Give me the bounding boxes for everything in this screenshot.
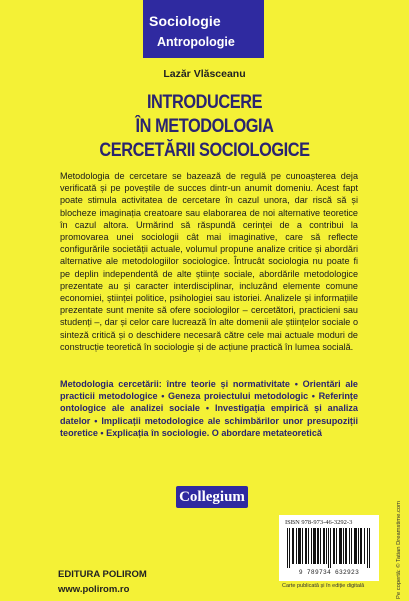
collegium-logo: Collegium: [176, 486, 248, 508]
isbn-number: ISBN 978-973-46-3292-3: [285, 519, 353, 526]
barcode-digits: 9 789734 632923: [298, 569, 360, 576]
title-line-3: CERCETĂRII SOCIOLOGICE: [99, 140, 310, 161]
cover-credit-text: Pe copertă: © Tatian Dreamstime.com: [396, 501, 402, 599]
barcode-icon: [287, 528, 371, 568]
book-description: Metodologia de cercetare se bazează de regulă pe cunoașterea deja verificată și pe poveștile de succes dintr-un anumit domeniu. Acest fapt poate stimula activitatea de cercetare în cazul unora, dar riscă să și blocheze imaginația creatoare sau elaborarea de noi alternative teoretice în cazul altora. Urmărind să răspundă cerinței de a contribui la promovarea unei sociologii cât mai imaginative, care să reflecte configurările societății actuale, volumul propune analize critice și abordări alternative ale metodologiilor sociologice. Întrucât sociologia nu poate fi pe deplin independentă de alte științe sociale, abordările metodologice prezentate au și caracter interdisciplinar, incluzând elemente comune economiei, științei politice, psihologiei sau istoriei. Analizele și informațiile prezentate sunt menite să ofere sociologilor – cercetători, practicieni sau studenți –, dar și celor care lucrează în alte domenii ale științelor sociale o sinteză critică și o deschidere necesară către cele mai actuale moduri de construcție teoretică în sociologie și de acțiune practică în lumea socială.: [60, 171, 358, 352]
isbn-barcode: [279, 515, 379, 581]
cover-credit: [396, 479, 404, 599]
publisher-name: EDITURA POLIROM: [58, 569, 147, 580]
table-of-contents-keywords: Metodologia cercetării: între teorie și normativitate • Orientări ale practicii metodologice • Geneza proiectului metodologic • Referințe ontologice ale analizei sociale • Investigația empirică și analiza datelor • Implicații metodologice ale schimbărilor unor presupoziții teoretice • Explicația în sociologie. O abordare metateoretică: [60, 379, 358, 438]
series-badge: [143, 0, 264, 58]
book-title: [0, 91, 409, 163]
title-line-2: ÎN METODOLOGIA: [135, 116, 274, 137]
digital-edition-note: Carte publicată și în ediție digitală: [282, 583, 365, 589]
series-name-antropologie: Antropologie: [157, 35, 235, 49]
publisher-website: www.polirom.ro: [58, 584, 130, 595]
title-line-1: INTRODUCERE: [146, 92, 263, 113]
author-name: Lazăr Vlăsceanu: [163, 68, 246, 80]
series-name-sociologie: Sociologie: [149, 13, 221, 29]
